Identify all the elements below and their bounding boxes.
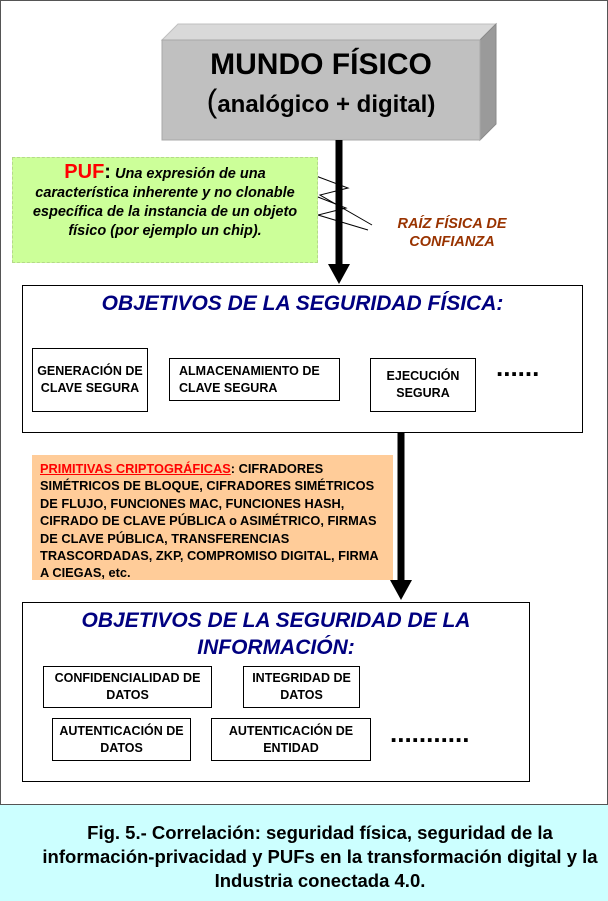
mundo-fisico-title: MUNDO FÍSICO <box>210 48 432 81</box>
ejecucion-segura-box: EJECUCIÓN SEGURA <box>370 358 476 412</box>
confidencialidad-box: CONFIDENCIALIDAD DE DATOS <box>43 666 212 708</box>
generacion-clave-box: GENERACIÓN DE CLAVE SEGURA <box>32 348 148 412</box>
caption-area <box>0 804 608 901</box>
ellipsis-informacion: ........... <box>390 718 470 748</box>
primitivas-criptograficas-box <box>32 455 393 580</box>
ellipsis-fisica: ...... <box>496 352 540 382</box>
mundo-fisico-box <box>162 40 480 140</box>
integridad-box: INTEGRIDAD DE DATOS <box>243 666 360 708</box>
arrow-head-1 <box>328 264 350 284</box>
autenticacion-datos-box: AUTENTICACIÓN DE DATOS <box>52 718 191 761</box>
raiz-fisica-label: RAÍZ FÍSICA DE CONFIANZA <box>397 216 507 250</box>
mundo-box-side-face <box>480 24 496 140</box>
puf-label: PUF <box>64 161 105 183</box>
mundo-fisico-subtitle: (analógico + digital) <box>206 83 436 119</box>
almacenamiento-clave-box: ALMACENAMIENTO DE CLAVE SEGURA <box>169 358 340 401</box>
puf-text: Una expresión de una característica inherente y no clonable específica de la instancia de un objeto físico (por ejemplo un chip). <box>32 166 298 239</box>
mundo-box-top-face <box>162 24 496 40</box>
figure-caption: Fig. 5.- Correlación: seguridad física, seguridad de la información-privacidad y PUFs en la transformación digital y la Industria conectada 4.0. <box>42 822 598 891</box>
objetivos-informacion-title: OBJETIVOS DE LA SEGURIDAD DE LA INFORMACIÓN: <box>81 609 471 659</box>
primitivas-text: : CIFRADORES SIMÉTRICOS DE BLOQUE, CIFRADORES SIMÉTRICOS DE FLUJO, FUNCIONES MAC, FUNCIONES HASH, CIFRADO DE CLAVE PÚBLICA o ASIMÉTRICO, FIRMAS DE CLAVE PÚBLICA, TRANSFERENCIAS TRASCORDADAS, ZKP, COMPROMISO DIGITAL, FIRMA A CIEGAS, etc. <box>40 461 379 581</box>
arrow-head-2 <box>390 580 412 600</box>
objetivos-fisica-title: OBJETIVOS DE LA SEGURIDAD FÍSICA: <box>101 292 504 315</box>
autenticacion-entidad-box: AUTENTICACIÓN DE ENTIDAD <box>211 718 371 761</box>
puf-definition-box: PUF: Una expresión de una característica inherente y no clonable específica de la instancia de un objeto físico (por ejemplo un chip). <box>12 157 318 263</box>
primitivas-label: PRIMITIVAS CRIPTOGRÁFICAS <box>40 461 231 476</box>
